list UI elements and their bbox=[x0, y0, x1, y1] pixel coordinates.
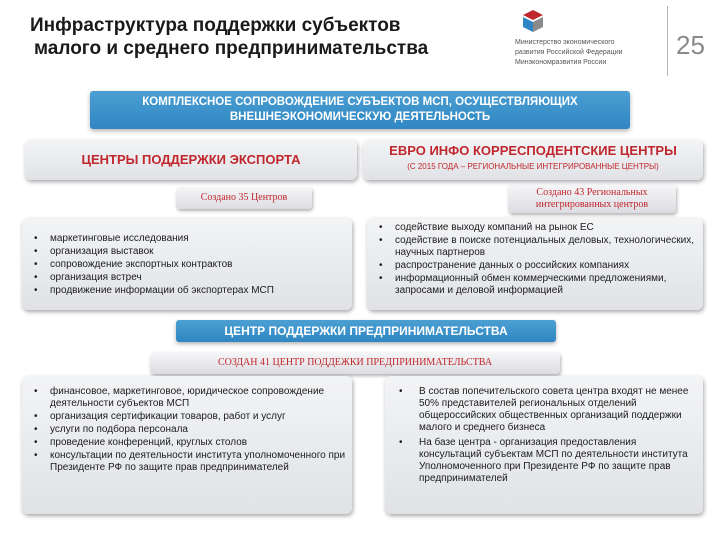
support-created-badge: СОЗДАН 41 ЦЕНТР ПОДДЕЖКИ ПРЕДПРИНИМАТЕЛЬСТВА bbox=[150, 352, 560, 374]
ministry-caption bbox=[515, 38, 665, 68]
euro-services-panel bbox=[367, 218, 703, 310]
top-banner bbox=[90, 91, 630, 129]
list-item: • содействие выходу компаний на рынок ЕС bbox=[373, 222, 697, 234]
list-item: • информационный обмен коммерческими предложениями, запросами и деловой информацией bbox=[373, 273, 697, 297]
list-item: • содействие в поиске потенциальных деловых, технологических, научных партнеров bbox=[373, 235, 697, 259]
ministry-line-3: Минэкономразвития России bbox=[515, 59, 607, 66]
list-item: • сопровождение экспортных контрактов bbox=[28, 259, 346, 271]
euro-info-header bbox=[363, 140, 703, 180]
title-line-2: малого и среднего предпринимательства bbox=[34, 38, 429, 59]
list-item: • проведение конференций, круглых столов bbox=[28, 437, 346, 449]
list-item: • финансовое, маркетинговое, юридическое сопровождение деятельности субъектов МСП bbox=[28, 386, 346, 410]
support-board-panel bbox=[385, 376, 703, 514]
page-number: 25 bbox=[676, 30, 705, 60]
title-line-1: Инфраструктура поддержки субъектов bbox=[30, 15, 401, 36]
euro-info-subtitle: (С 2015 ГОДА – РЕГИОНАЛЬНЫЕ ИНТЕГРИРОВАННЫЕ ЦЕНТРЫ) bbox=[407, 162, 659, 171]
euro-created-badge bbox=[508, 185, 676, 213]
export-created-badge: Создано 35 Центров bbox=[176, 187, 312, 209]
export-services-panel bbox=[22, 218, 352, 310]
list-item: • организация встреч bbox=[28, 272, 346, 284]
support-center-banner: ЦЕНТР ПОДДЕРЖКИ ПРЕДПРИНИМАТЕЛЬСТВА bbox=[176, 320, 556, 342]
ministry-logo-icon bbox=[521, 9, 545, 33]
page-title bbox=[30, 14, 490, 60]
list-item: • продвижение информации об экспортерах МСП bbox=[28, 285, 346, 297]
euro-created-line-2: интегрированных центров bbox=[535, 199, 649, 210]
export-centers-title: ЦЕНТРЫ ПОДДЕРЖКИ ЭКСПОРТА bbox=[81, 152, 301, 167]
euro-info-title: ЕВРО ИНФО КОРРЕСПОДЕНТСКИЕ ЦЕНТРЫ bbox=[389, 143, 677, 158]
list-item: • распространение данных о российских компаниях bbox=[373, 260, 697, 272]
list-item: • В состав попечительского совета центра входят не менее 50% представителей региональных отделений общероссийских общественных организаций поддержки малого и среднего бизнеса bbox=[391, 386, 697, 434]
ministry-line-2: развития Российской Федерации bbox=[515, 49, 623, 56]
header-divider bbox=[667, 6, 668, 76]
ministry-line-1: Министерство экономического bbox=[515, 39, 615, 46]
list-item: • маркетинговые исследования bbox=[28, 233, 346, 245]
list-item: • организация сертификации товаров, работ и услуг bbox=[28, 411, 346, 423]
list-item: • услуги по подбора персонала bbox=[28, 424, 346, 436]
list-item: • организация выставок bbox=[28, 246, 346, 258]
list-item: • консультации по деятельности института уполномоченного при Президенте РФ по защите прав предпринимателей bbox=[28, 450, 346, 474]
export-centers-header bbox=[25, 140, 357, 180]
euro-created-line-1: Создано 43 Региональных bbox=[536, 187, 648, 198]
top-banner-line-2: ВНЕШНЕЭКОНОМИЧЕСКУЮ ДЕЯТЕЛЬНОСТЬ bbox=[229, 111, 491, 123]
top-banner-line-1: КОМПЛЕКСНОЕ СОПРОВОЖДЕНИЕ СУБЪЕКТОВ МСП, ОСУЩЕСТВЛЯЮЩИХ bbox=[142, 96, 578, 108]
list-item: • На базе центра - организация предоставления консультаций субъектам МСП по деятельности института Уполномоченного при Президенте РФ по защите прав предпринимателей bbox=[391, 437, 697, 485]
support-services-panel bbox=[22, 376, 352, 514]
